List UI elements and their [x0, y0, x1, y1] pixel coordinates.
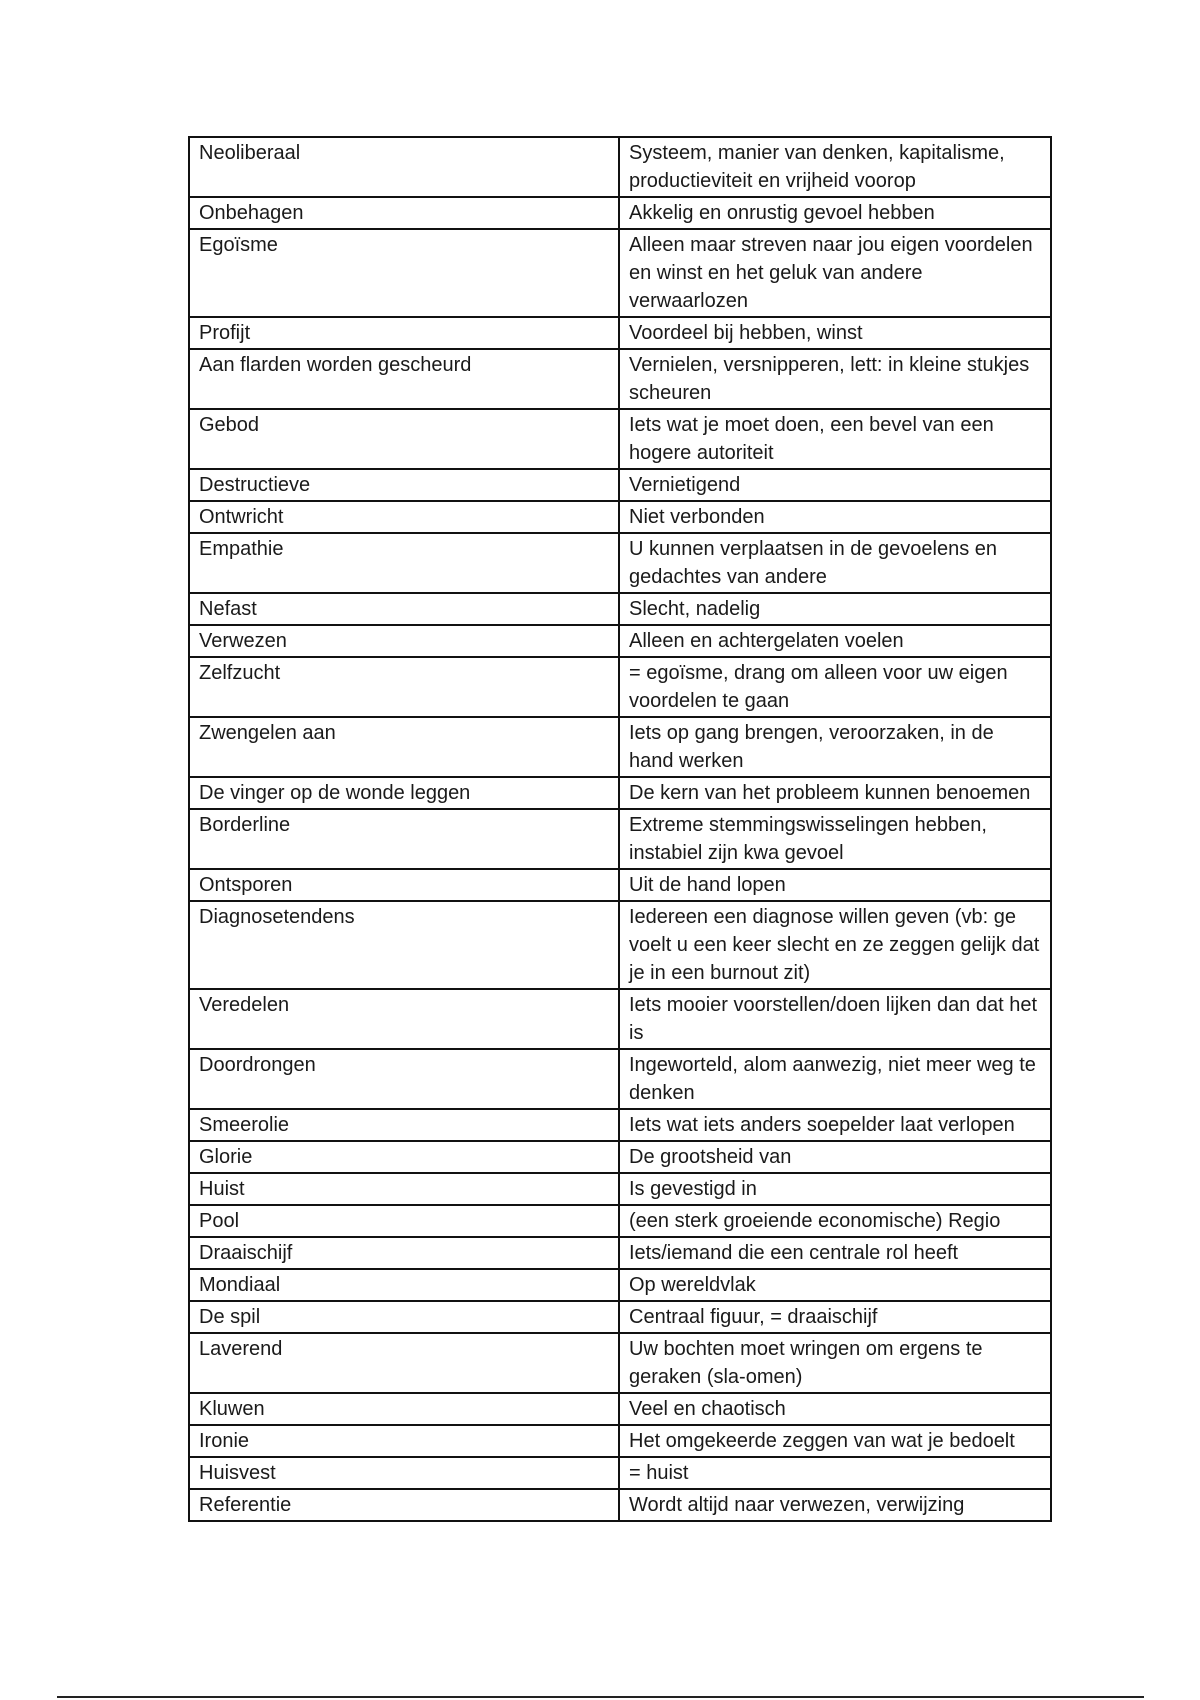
vocabulary-table	[188, 136, 1052, 1522]
term-cell: Huist	[189, 1173, 619, 1205]
definition-cell: Iets/iemand die een centrale rol heeft	[619, 1237, 1051, 1269]
definition-cell: Is gevestigd in	[619, 1173, 1051, 1205]
table-row	[189, 501, 1051, 533]
table-row	[189, 1425, 1051, 1457]
table-row	[189, 1393, 1051, 1425]
table-row	[189, 717, 1051, 777]
table-row	[189, 625, 1051, 657]
definition-cell: Iets wat iets anders soepelder laat verlopen	[619, 1109, 1051, 1141]
definition-cell: Iedereen een diagnose willen geven (vb: ge voelt u een keer slecht en ze zeggen gelijk dat je in een burnout zit)	[619, 901, 1051, 989]
table-row	[189, 809, 1051, 869]
term-cell: Smeerolie	[189, 1109, 619, 1141]
table-row	[189, 1049, 1051, 1109]
footer-divider	[57, 1696, 1144, 1698]
definition-cell: Extreme stemmingswisselingen hebben, instabiel zijn kwa gevoel	[619, 809, 1051, 869]
definition-cell: Iets wat je moet doen, een bevel van een hogere autoriteit	[619, 409, 1051, 469]
term-cell: Profijt	[189, 317, 619, 349]
definition-cell: Iets mooier voorstellen/doen lijken dan dat het is	[619, 989, 1051, 1049]
term-cell: Kluwen	[189, 1393, 619, 1425]
definition-cell: Akkelig en onrustig gevoel hebben	[619, 197, 1051, 229]
term-cell: Ontsporen	[189, 869, 619, 901]
term-cell: Ironie	[189, 1425, 619, 1457]
definition-cell: (een sterk groeiende economische) Regio	[619, 1205, 1051, 1237]
definition-cell: Slecht, nadelig	[619, 593, 1051, 625]
term-cell: Referentie	[189, 1489, 619, 1521]
term-cell: Egoïsme	[189, 229, 619, 317]
term-cell: Mondiaal	[189, 1269, 619, 1301]
term-cell: Draaischijf	[189, 1237, 619, 1269]
definition-cell: Uw bochten moet wringen om ergens te geraken (sla-omen)	[619, 1333, 1051, 1393]
table-row	[189, 469, 1051, 501]
table-row	[189, 1109, 1051, 1141]
definition-cell: Vernielen, versnipperen, lett: in kleine stukjes scheuren	[619, 349, 1051, 409]
table-row	[189, 533, 1051, 593]
definition-cell: De kern van het probleem kunnen benoemen	[619, 777, 1051, 809]
definition-cell: Het omgekeerde zeggen van wat je bedoelt	[619, 1425, 1051, 1457]
table-row	[189, 777, 1051, 809]
table-row	[189, 349, 1051, 409]
term-cell: Nefast	[189, 593, 619, 625]
definition-cell: = huist	[619, 1457, 1051, 1489]
table-row	[189, 409, 1051, 469]
table-row	[189, 1205, 1051, 1237]
definition-cell: = egoïsme, drang om alleen voor uw eigen voordelen te gaan	[619, 657, 1051, 717]
definition-cell: Centraal figuur, = draaischijf	[619, 1301, 1051, 1333]
term-cell: Borderline	[189, 809, 619, 869]
definition-cell: Voordeel bij hebben, winst	[619, 317, 1051, 349]
definition-cell: Wordt altijd naar verwezen, verwijzing	[619, 1489, 1051, 1521]
term-cell: Veredelen	[189, 989, 619, 1049]
term-cell: Ontwricht	[189, 501, 619, 533]
definition-cell: Iets op gang brengen, veroorzaken, in de hand werken	[619, 717, 1051, 777]
term-cell: De spil	[189, 1301, 619, 1333]
term-cell: Onbehagen	[189, 197, 619, 229]
definition-cell: Op wereldvlak	[619, 1269, 1051, 1301]
table-row	[189, 901, 1051, 989]
table-row	[189, 593, 1051, 625]
term-cell: Empathie	[189, 533, 619, 593]
table-row	[189, 1457, 1051, 1489]
definition-cell: Veel en chaotisch	[619, 1393, 1051, 1425]
term-cell: Zwengelen aan	[189, 717, 619, 777]
term-cell: Verwezen	[189, 625, 619, 657]
term-cell: Huisvest	[189, 1457, 619, 1489]
definition-cell: Systeem, manier van denken, kapitalisme, productieviteit en vrijheid voorop	[619, 137, 1051, 197]
term-cell: Aan flarden worden gescheurd	[189, 349, 619, 409]
term-cell: Diagnosetendens	[189, 901, 619, 989]
definition-cell: U kunnen verplaatsen in de gevoelens en gedachtes van andere	[619, 533, 1051, 593]
table-row	[189, 657, 1051, 717]
table-row	[189, 197, 1051, 229]
term-cell: Destructieve	[189, 469, 619, 501]
table-row	[189, 1141, 1051, 1173]
term-cell: Gebod	[189, 409, 619, 469]
table-row	[189, 1173, 1051, 1205]
term-cell: Pool	[189, 1205, 619, 1237]
term-cell: Laverend	[189, 1333, 619, 1393]
term-cell: Doordrongen	[189, 1049, 619, 1109]
definition-cell: Ingeworteld, alom aanwezig, niet meer weg te denken	[619, 1049, 1051, 1109]
table-row	[189, 869, 1051, 901]
term-cell: Neoliberaal	[189, 137, 619, 197]
table-row	[189, 989, 1051, 1049]
table-row	[189, 137, 1051, 197]
definition-cell: Alleen en achtergelaten voelen	[619, 625, 1051, 657]
definition-cell: De grootsheid van	[619, 1141, 1051, 1173]
table-row	[189, 317, 1051, 349]
definition-cell: Alleen maar streven naar jou eigen voordelen en winst en het geluk van andere verwaarlozen	[619, 229, 1051, 317]
term-cell: Zelfzucht	[189, 657, 619, 717]
table-row	[189, 1301, 1051, 1333]
definition-cell: Uit de hand lopen	[619, 869, 1051, 901]
definition-cell: Niet verbonden	[619, 501, 1051, 533]
term-cell: De vinger op de wonde leggen	[189, 777, 619, 809]
table-row	[189, 1333, 1051, 1393]
table-row	[189, 1237, 1051, 1269]
table-row	[189, 1269, 1051, 1301]
table-row	[189, 229, 1051, 317]
term-cell: Glorie	[189, 1141, 619, 1173]
table-row	[189, 1489, 1051, 1521]
definition-cell: Vernietigend	[619, 469, 1051, 501]
